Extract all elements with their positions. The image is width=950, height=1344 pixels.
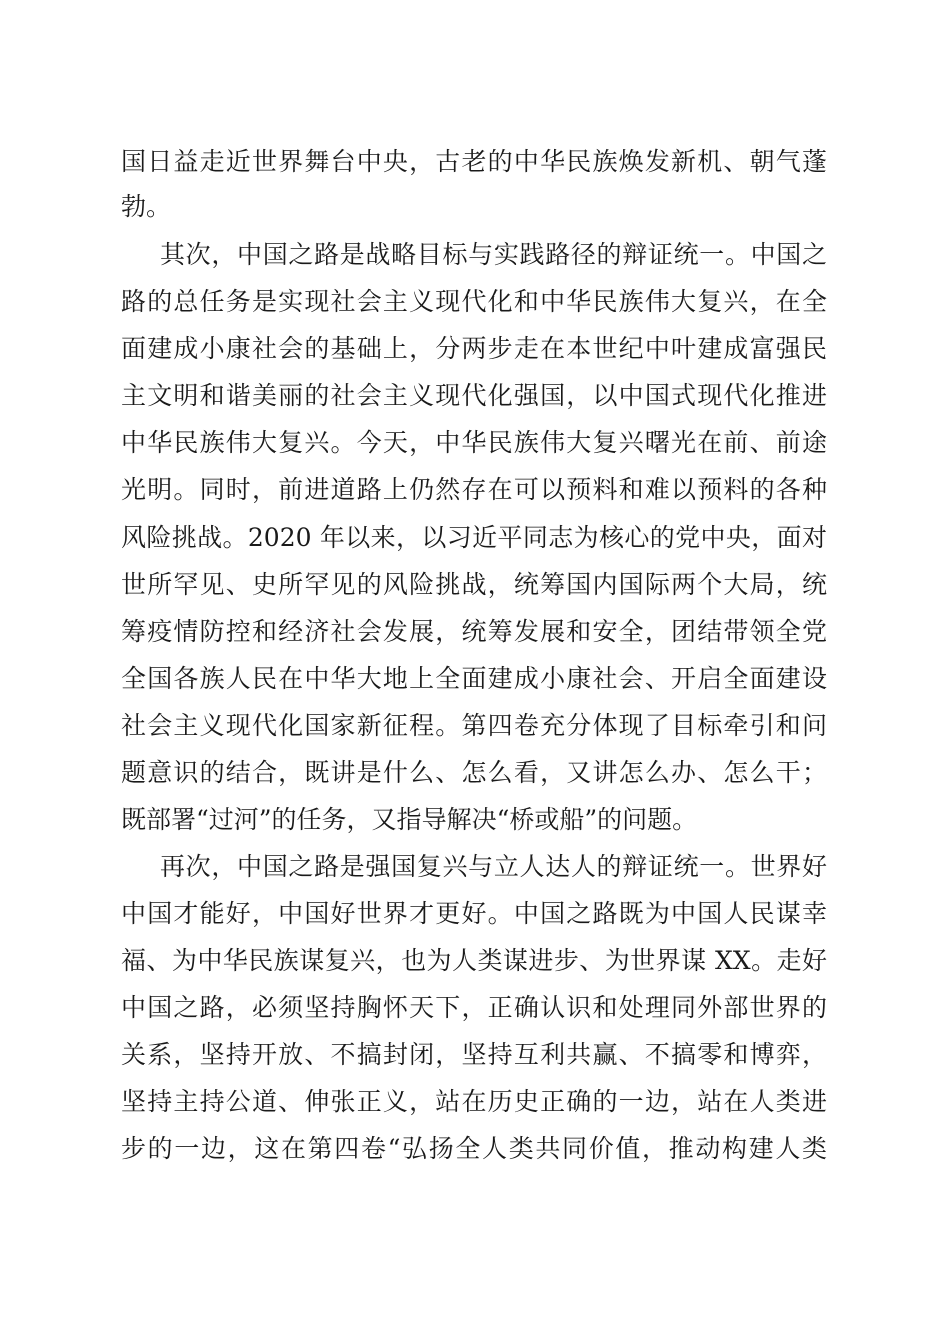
text-line-18: 福、为中华民族谋复兴，也为人类谋进步、为世界谋 XX。走好 [121, 946, 827, 975]
text-line-10: 世所罕见、史所罕见的风险挑战，统筹国内国际两个大局，统 [121, 570, 827, 599]
text-line-9: 风险挑战。2020 年以来，以习近平同志为核心的党中央，面对 [121, 523, 827, 552]
text-line-21: 坚持主持公道、伸张正义，站在历史正确的一边，站在人类进 [121, 1087, 827, 1116]
text-line-8: 光明。同时，前进道路上仍然存在可以预料和难以预料的各种 [121, 475, 827, 504]
text-line-2: 勃。 [121, 192, 172, 221]
text-line-22: 步的一边，这在第四卷“弘扬全人类共同价值，推动构建人类 [121, 1134, 827, 1163]
text-line-11: 筹疫情防控和经济社会发展，统筹发展和安全，团结带领全党 [121, 617, 827, 646]
text-line-7: 中华民族伟大复兴。今天，中华民族伟大复兴曙光在前、前途 [121, 428, 827, 457]
text-line-1: 国日益走近世界舞台中央，古老的中华民族焕发新机、朝气蓬 [121, 147, 827, 176]
text-line-19: 中国之路，必须坚持胸怀天下，正确认识和处理同外部世界的 [121, 993, 827, 1022]
text-line-14: 题意识的结合，既讲是什么、怎么看，又讲怎么办、怎么干； [121, 758, 827, 787]
text-line-5: 面建成小康社会的基础上，分两步走在本世纪中叶建成富强民 [121, 334, 827, 363]
text-line-12: 全国各族人民在中华大地上全面建成小康社会、开启全面建设 [121, 664, 827, 693]
text-line-15: 既部署“过河”的任务，又指导解决“桥或船”的问题。 [121, 805, 698, 834]
text-line-20: 关系，坚持开放、不搞封闭，坚持互利共赢、不搞零和博弈， [121, 1040, 827, 1069]
text-line-4: 路的总任务是实现社会主义现代化和中华民族伟大复兴，在全 [121, 287, 827, 316]
text-line-6: 主文明和谐美丽的社会主义现代化强国，以中国式现代化推进 [121, 381, 827, 410]
paragraph-start-line: 其次，中国之路是战略目标与实践路径的辩证统一。中国之 [160, 240, 827, 269]
text-line-17: 中国才能好，中国好世界才更好。中国之路既为中国人民谋幸 [121, 899, 827, 928]
paragraph-start-line: 再次，中国之路是强国复兴与立人达人的辩证统一。世界好 [160, 852, 827, 881]
text-line-13: 社会主义现代化国家新征程。第四卷充分体现了目标牵引和问 [121, 711, 827, 740]
